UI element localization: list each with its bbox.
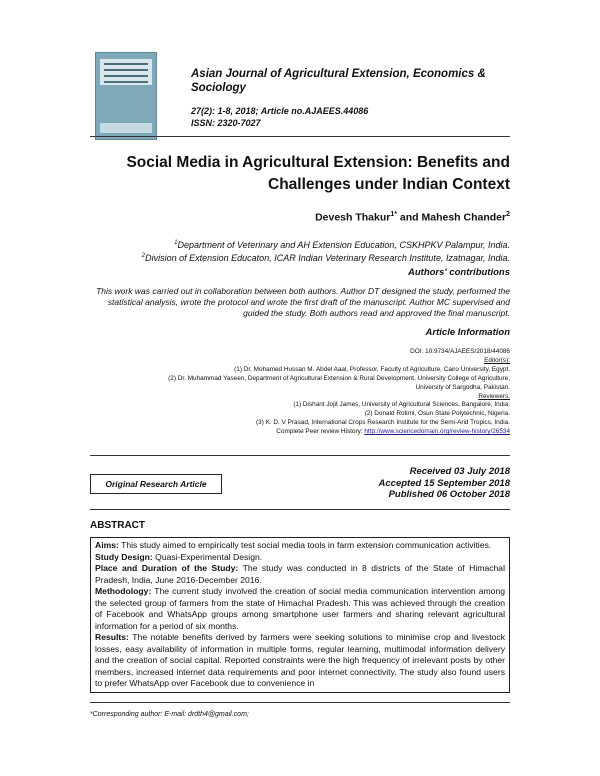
abstract-place: Place and Duration of the Study: The study was conducted in 8 districts of the State of Himachal Pradesh, India, June 2016-December 2016. xyxy=(95,563,505,585)
reviewer-3: (3) K. D. V Prasad, International Crops Research Institute for the Semi-Arid Tropics, India. xyxy=(256,419,510,427)
editor-2-cont: University of Sargodha, Pakistan. xyxy=(415,383,510,391)
editor-2: (2) Dr. Muhammad Yaseen, Department of Agricultural Extension & Rural Development, University College of Agriculture, xyxy=(168,374,510,382)
title-line-1: Social Media in Agricultural Extension: Benefits and xyxy=(126,154,510,171)
abstract-results: Results: The notable benefits derived by farmers were seeking solutions to minimise crop and livestock losses, easy availability of information in multiple forms, regular learning, multimodal information delivery and the creation of social capital. Reported constraints were the high frequency of irrelevant posts by other members, increased internet data requirements and poor internet connectivity. The study also found users to prefer WhatsApp over Facebook due to convenience in xyxy=(95,632,505,688)
reviewer-2: (2) Donald Rotimi, Osun State Polytechnic, Nigeria. xyxy=(364,410,510,418)
abstract-top-rule xyxy=(90,509,510,510)
review-history: Complete Peer review History: http://www.sciencedomain.org/review-history/26534 xyxy=(276,428,510,436)
article-info-heading: Article Information xyxy=(425,327,510,338)
title-line-2: Challenges under Indian Context xyxy=(268,176,510,193)
affiliation-1: $^1$Department of Veterinary and AH Extension Education, CSKHPKV Palampur, India. xyxy=(174,240,510,250)
article-type-box: Original Research Article xyxy=(90,474,222,494)
author-2: Mahesh Chander xyxy=(421,211,507,224)
author-1-sup: 1* xyxy=(390,211,397,218)
cover-title-band xyxy=(100,59,152,85)
abstract-methodology: Methodology: The current study involved the creation of social media communication intervention among the selected group of farmers from the state of Himachal Pradesh. This was achieved through the creation of Facebook and WhatsApp groups among smartphone user farmers and sharing relevant agricultural information for a period of six months. xyxy=(95,586,505,631)
contributions-heading: Authors' contributions xyxy=(408,267,510,278)
received-date: Received 03 July 2018 xyxy=(409,466,510,477)
doi: DOI: 10.9734/AJAEES/2018/44086 xyxy=(410,348,510,355)
journal-name: Asian Journal of Agricultural Extension, Economics & Sociology xyxy=(191,68,486,94)
accepted-date: Accepted 15 September 2018 xyxy=(378,477,510,489)
abstract-box xyxy=(90,537,510,693)
author-1: Devesh Thakur xyxy=(315,211,391,224)
author-2-sup: 2 xyxy=(506,211,510,218)
article-dates xyxy=(379,466,510,501)
affiliation-2: $^2$Division of Extension Educaton, ICAR Indian Veterinary Research Institute, Izatnagar, India. xyxy=(141,253,510,263)
journal-issn: ISSN: 2320-7027 xyxy=(191,118,261,128)
author-list xyxy=(315,211,510,224)
editors-label: Editor(s): xyxy=(484,356,510,364)
info-rule xyxy=(90,455,510,456)
abstract-design: Study Design: Quasi-Experimental Design. xyxy=(95,551,263,562)
author-and: and xyxy=(396,211,422,224)
article-info xyxy=(40,348,510,437)
journal-cover-image xyxy=(95,52,157,140)
journal-citation: 27(2): 1-8, 2018; Article no.AJAEES.44086 xyxy=(191,106,369,116)
footnote-rule xyxy=(90,702,510,703)
reviewer-1: (1) Dishant Jojit James, University of Agricultural Sciences, Bangalore, India. xyxy=(293,401,510,409)
paper-title xyxy=(70,152,510,196)
contributions-text: This work was carried out in collaboration between both authors. Author DT designed the study, performed the statistical analysis, wrote the protocol and wrote the first draft of the manuscript. Author MC supervised and guided the study. Both authors read and approved the final manuscript. xyxy=(96,286,510,318)
editor-1: (1) Dr. Mohamed Hussan M. Abdel Aaal, Professor, Faculty of Agriculture, Cairo University, Egypt. xyxy=(234,365,510,373)
review-history-link[interactable]: http://www.sciencedomain.org/review-history/26534 xyxy=(364,428,510,436)
corresponding-author-footnote: *Corresponding author: E-mail: drdth4@gmail.com; xyxy=(90,711,249,718)
affiliations xyxy=(50,238,510,264)
reviewers-label: Reviewers: xyxy=(478,392,510,400)
abstract-aims: Aims: This study aimed to empirically test social media tools in farm extension communication activities. xyxy=(95,540,492,550)
journal-meta xyxy=(191,105,368,129)
header-rule xyxy=(90,136,510,137)
cover-footer-band xyxy=(100,123,152,133)
abstract-heading: ABSTRACT xyxy=(90,520,145,531)
published-date: Published 06 October 2018 xyxy=(388,489,510,500)
